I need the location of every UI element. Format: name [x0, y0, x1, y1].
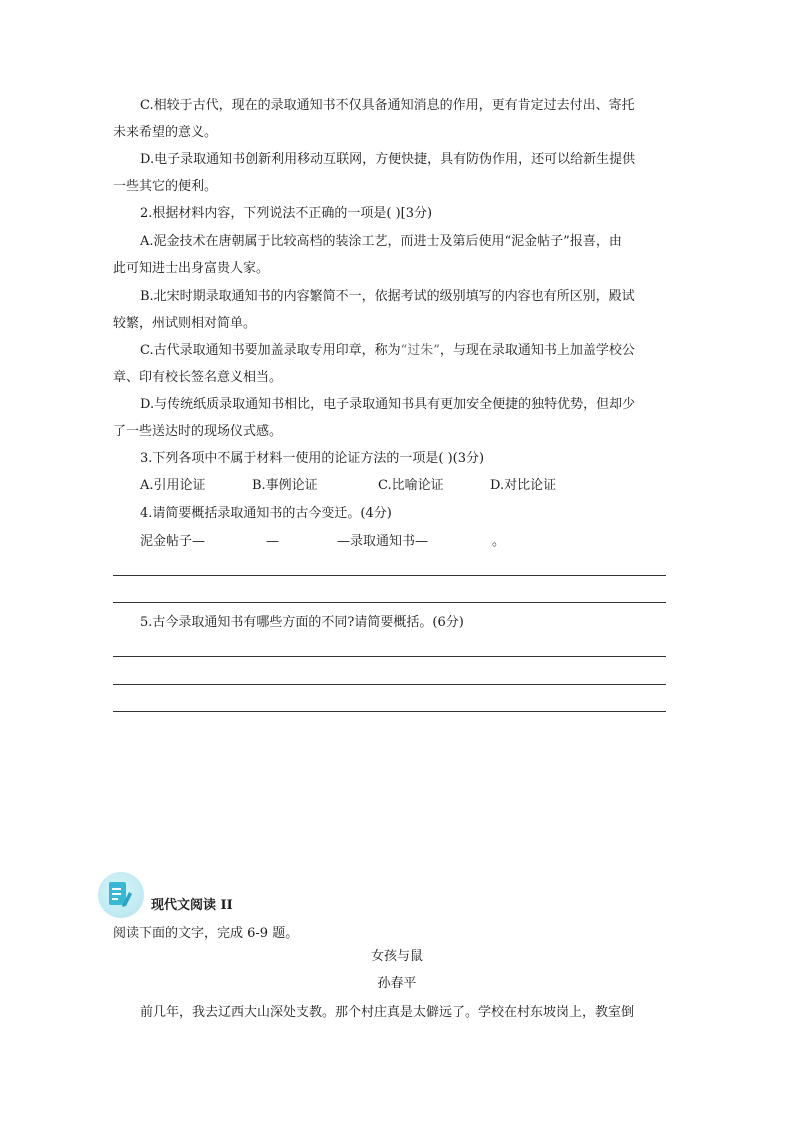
q1-option-c-line2: 未来希望的意义。 [113, 125, 218, 140]
q1-option-d-line2: 一些其它的便利。 [113, 179, 218, 194]
q2-option-c-pre: C.古代录取通知书要加盖录取专用印章，称为 [140, 343, 401, 358]
q3-option-c: C.比喻论证 [378, 478, 444, 493]
q1-option-c-line1: C.相较于古代，现在的录取通知书不仅具备通知消息的作用，更有肯定过去付出、寄托 [140, 98, 635, 113]
q2-option-d-line2: 了一些送达时的现场仪式感。 [113, 424, 283, 439]
q2-option-a-line2: 此可知进士出身富贵人家。 [113, 261, 270, 276]
q2-option-b-line2: 较繁，州试则相对简单。 [113, 316, 257, 331]
q3-option-d: D.对比论证 [490, 478, 557, 493]
q4-answer-line-2[interactable] [113, 602, 666, 603]
q4-answer-line-1[interactable] [113, 575, 666, 576]
q2-option-c-post: ，与现在录取通知书上加盖学校公 [439, 343, 635, 358]
q4-blank-part-1: 泥金帖子— [140, 534, 206, 549]
q4-blank-part-3: —录取通知书— [337, 534, 429, 549]
q5-stem: 5.古今录取通知书有哪些方面的不同?请简要概括。(6分) [140, 615, 464, 630]
q2-stem: 2.根据材料内容，下列说法不正确的一项是( )[3分) [140, 206, 433, 221]
section-instruction: 阅读下面的文字，完成 6-9 题。 [113, 926, 299, 941]
story-author: 孙春平 [377, 976, 417, 991]
q2-option-c-line2: 章、印有校长签名意义相当。 [113, 370, 283, 385]
q2-option-b-line1: B.北宋时期录取通知书的内容繁简不一，依据考试的级别填写的内容也有所区别，殿试 [140, 289, 635, 304]
q4-blank-part-2: — [266, 534, 279, 549]
story-first-line: 前几年，我去辽西大山深处支教。那个村庄真是太僻远了。学校在村东坡岗上，教室倒 [140, 1005, 635, 1020]
q5-answer-line-1[interactable] [113, 656, 666, 657]
story-title: 女孩与鼠 [370, 949, 423, 964]
q2-option-c-line1 [140, 343, 635, 359]
q5-answer-line-3[interactable] [113, 711, 666, 712]
q4-stem: 4.请简要概括录取通知书的古今变迁。(4分) [140, 506, 392, 521]
q2-option-d-line1: D.与传统纸质录取通知书相比，电子录取通知书具有更加安全便捷的独特优势，但却少 [140, 397, 636, 412]
q2-option-a-line1: A.泥金技术在唐朝属于比较高档的装涂工艺，而进士及第后使用“泥金帖子”报喜，由 [140, 234, 622, 249]
q3-stem: 3.下列各项中不属于材料一使用的论证方法的一项是( )(3分) [140, 451, 485, 466]
q3-option-b: B.事例论证 [252, 478, 318, 493]
q5-answer-line-2[interactable] [113, 684, 666, 685]
q2-option-c-quote: “过朱” [400, 343, 440, 358]
q3-option-a: A.引用论证 [140, 478, 206, 493]
q1-option-d-line1: D.电子录取通知书创新利用移动互联网，方便快捷，具有防伪作用，还可以给新生提供 [140, 152, 636, 167]
section-title: 现代文阅读 II [151, 898, 233, 913]
q4-blank-part-4: 。 [492, 534, 506, 549]
notebook-pen-icon [98, 872, 144, 918]
